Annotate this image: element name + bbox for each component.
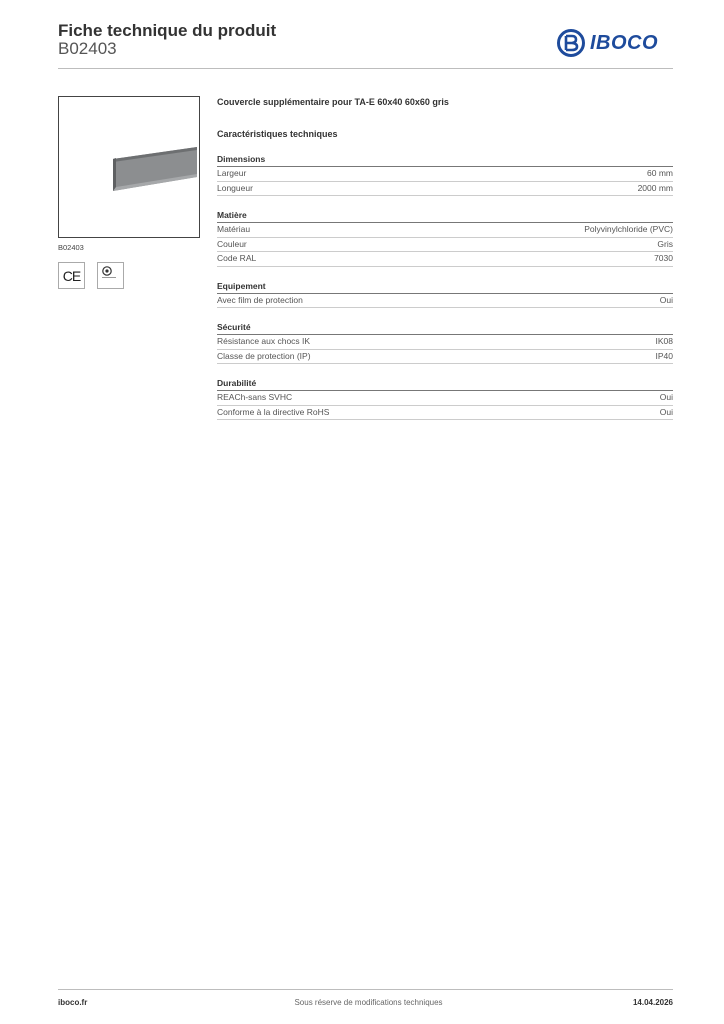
spec-group-safety (217, 321, 673, 364)
spec-value: Gris (657, 238, 673, 249)
iboco-logo-icon (557, 29, 585, 57)
product-image (59, 97, 199, 237)
spec-value: 2000 mm (637, 182, 673, 193)
spec-group-material (217, 209, 673, 267)
spec-label: Matériau (217, 224, 251, 234)
spec-label: Conforme à la directive RoHS (217, 406, 330, 417)
certification-mark-icon (98, 263, 123, 288)
footer-notice: Sous réserve de modifications techniques (294, 998, 443, 1007)
spec-row (217, 252, 673, 267)
spec-value: Oui (659, 392, 673, 402)
footer-website-link[interactable]: iboco.fr (58, 998, 88, 1007)
spec-value: Oui (659, 294, 673, 305)
ce-mark-icon: CE (62, 267, 81, 284)
group-heading: Sécurité (217, 321, 673, 335)
spec-row (217, 182, 673, 197)
header-divider (58, 68, 673, 69)
spec-label: Classe de protection (IP) (217, 350, 311, 361)
spec-row (217, 167, 673, 182)
group-heading: Durabilité (217, 377, 673, 391)
ce-mark-badge (58, 262, 85, 289)
logo-wordmark: IBOCO (590, 31, 659, 54)
image-caption: B02403 (58, 243, 84, 252)
spec-value: 7030 (654, 253, 673, 263)
spec-value: Polyvinylchloride (PVC) (584, 224, 673, 234)
group-heading: Equipement (217, 280, 673, 294)
spec-label: Longueur (217, 182, 253, 193)
spec-row (217, 335, 673, 350)
spec-value: 60 mm (647, 168, 673, 178)
spec-value: IP40 (655, 350, 673, 361)
footer-date: 14.04.2026 (632, 998, 673, 1007)
spec-row (217, 238, 673, 253)
specs-heading: Caractéristiques techniques (217, 129, 338, 139)
spec-label: Code RAL (217, 253, 257, 263)
group-heading: Matière (217, 209, 673, 223)
spec-group-dimensions (217, 153, 673, 196)
spec-row (217, 350, 673, 365)
product-image-frame (58, 96, 200, 238)
group-heading: Dimensions (217, 153, 673, 167)
spec-row (217, 294, 673, 309)
spec-label: Résistance aux chocs IK (217, 336, 311, 346)
spec-value: Oui (659, 406, 673, 417)
page-title: Fiche technique du produit (58, 21, 277, 40)
spec-group-equipment (217, 280, 673, 309)
spec-label: Avec film de protection (217, 294, 303, 305)
spec-label: REACh-sans SVHC (217, 392, 293, 402)
spec-row (217, 391, 673, 406)
spec-row (217, 406, 673, 421)
spec-group-sustainability (217, 377, 673, 420)
spec-panel (217, 96, 673, 420)
product-title: Couvercle supplémentaire pour TA-E 60x40 60x60 gris (217, 97, 449, 107)
spec-value: IK08 (655, 336, 673, 346)
footer-divider (58, 989, 673, 990)
spec-label: Couleur (217, 238, 247, 249)
product-code: B02403 (58, 39, 117, 58)
spec-label: Largeur (217, 168, 247, 178)
certification-badge (97, 262, 124, 289)
brand-logo[interactable] (557, 28, 673, 58)
spec-row (217, 223, 673, 238)
